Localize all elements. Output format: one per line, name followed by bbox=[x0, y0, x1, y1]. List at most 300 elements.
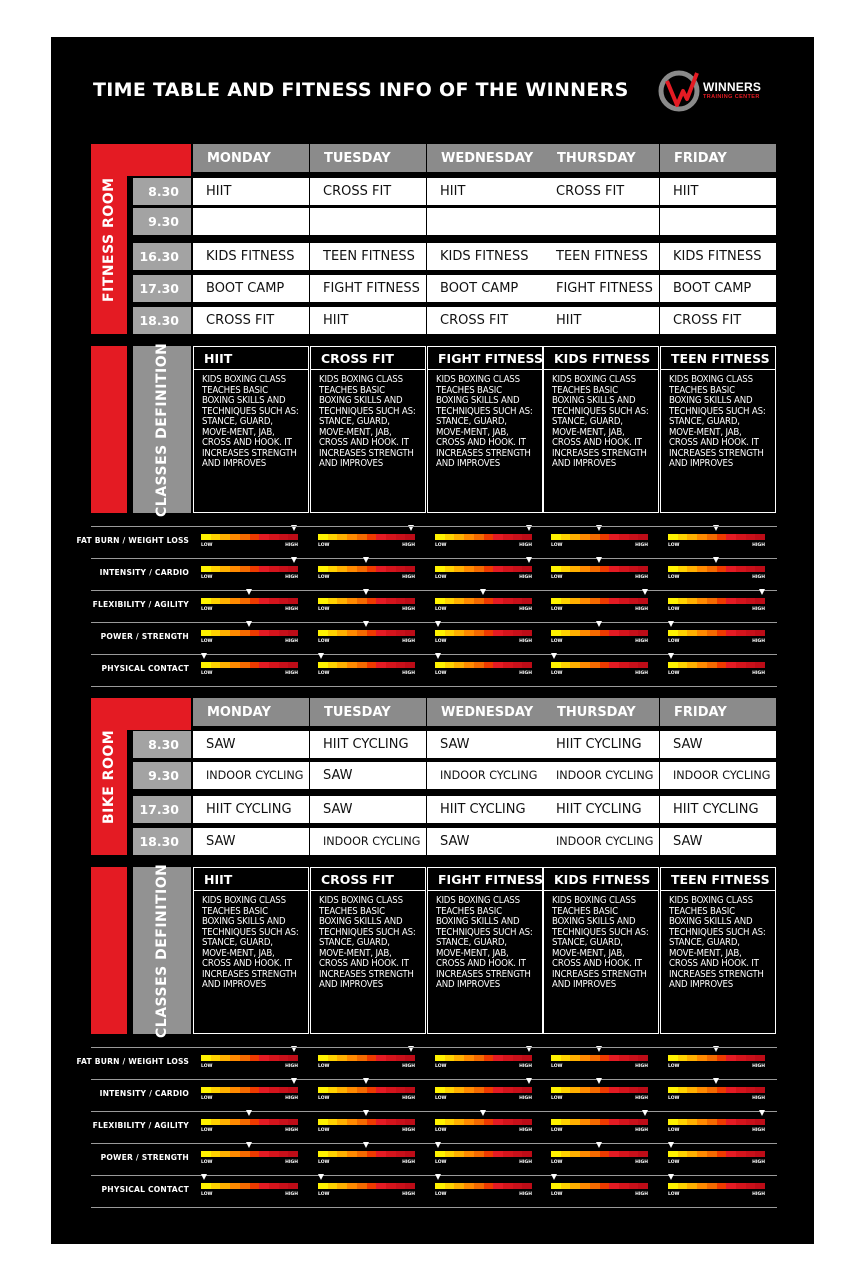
fitness-rating-meter bbox=[201, 630, 298, 644]
meter-segment bbox=[318, 1119, 328, 1125]
meter-segment bbox=[347, 598, 357, 604]
meter-segment bbox=[240, 566, 250, 572]
level-marker-icon bbox=[596, 1078, 602, 1084]
scale-low: LOW bbox=[551, 671, 563, 676]
bike-class-cell[interactable]: HIIT CYCLING bbox=[543, 796, 659, 823]
meter-segment bbox=[201, 534, 211, 540]
meter-segment bbox=[484, 662, 494, 668]
meter-segment bbox=[328, 1055, 338, 1061]
meter-segment bbox=[687, 1151, 697, 1157]
meter-segment bbox=[386, 598, 396, 604]
fitness-class-cell[interactable] bbox=[427, 208, 543, 235]
bike-day-tuesday: TUESDAY bbox=[310, 698, 426, 726]
meter-segment bbox=[405, 662, 415, 668]
meter-segment bbox=[288, 534, 298, 540]
meter-segment bbox=[405, 1087, 415, 1093]
scale-high: HIGH bbox=[752, 1192, 765, 1197]
meter-segment bbox=[736, 630, 746, 636]
bike-class-cell[interactable]: INDOOR CYCLING bbox=[310, 828, 426, 855]
fitness-day-tuesday: TUESDAY bbox=[310, 144, 426, 172]
scale-high: HIGH bbox=[635, 671, 648, 676]
meter-segment bbox=[707, 1151, 717, 1157]
meter-segment bbox=[376, 566, 386, 572]
meter-segment bbox=[230, 534, 240, 540]
fitness-class-cell[interactable]: HIIT bbox=[543, 307, 659, 334]
meter-segment bbox=[230, 598, 240, 604]
scale-low: LOW bbox=[318, 1160, 330, 1165]
meter-segment bbox=[230, 1055, 240, 1061]
meter-segment bbox=[629, 1119, 639, 1125]
meter-segment bbox=[717, 662, 727, 668]
fitness-class-cell[interactable]: BOOT CAMP bbox=[660, 275, 776, 302]
meter-segment bbox=[609, 566, 619, 572]
meter-segment bbox=[522, 1119, 532, 1125]
bike-definition-card bbox=[660, 867, 776, 1034]
level-marker-icon bbox=[642, 1110, 648, 1116]
meter-segment bbox=[240, 1119, 250, 1125]
meter-segment bbox=[328, 534, 338, 540]
scale-low: LOW bbox=[318, 671, 330, 676]
meter-segment bbox=[337, 598, 347, 604]
scale-high: HIGH bbox=[635, 1064, 648, 1069]
fitness-rating-label: FLEXIBILITY / AGILITY bbox=[92, 600, 189, 609]
fitness-class-cell[interactable]: TEEN FITNESS bbox=[310, 243, 426, 270]
fitness-rating-meter bbox=[435, 566, 532, 580]
meter-segment bbox=[288, 1087, 298, 1093]
meter-segment bbox=[211, 566, 221, 572]
meter-segment bbox=[668, 1183, 678, 1189]
meter-segment bbox=[503, 1055, 513, 1061]
bike-class-cell[interactable]: SAW bbox=[660, 828, 776, 855]
meter-segment bbox=[736, 1119, 746, 1125]
meter-segment bbox=[590, 598, 600, 604]
bike-class-cell[interactable]: SAW bbox=[193, 828, 309, 855]
meter-segment bbox=[493, 1055, 503, 1061]
meter-segment bbox=[318, 630, 328, 636]
meter-segment bbox=[347, 1055, 357, 1061]
meter-segment bbox=[551, 1087, 561, 1093]
meter-segment bbox=[629, 1055, 639, 1061]
scale-high: HIGH bbox=[402, 639, 415, 644]
fitness-rating-meter bbox=[318, 598, 415, 612]
meter-segment bbox=[220, 1119, 230, 1125]
fitness-class-cell[interactable] bbox=[543, 208, 659, 235]
bike-definition-card bbox=[543, 867, 659, 1034]
meter-segment bbox=[697, 662, 707, 668]
meter-segment bbox=[318, 662, 328, 668]
scale-high: HIGH bbox=[519, 1096, 532, 1101]
fitness-class-cell[interactable]: TEEN FITNESS bbox=[543, 243, 659, 270]
bike-time-cell: 8.30 bbox=[133, 731, 191, 758]
meter-segment bbox=[279, 598, 289, 604]
meter-segment bbox=[259, 1087, 269, 1093]
scale-high: HIGH bbox=[752, 1096, 765, 1101]
meter-segment bbox=[590, 1183, 600, 1189]
fitness-class-cell[interactable]: CROSS FIT bbox=[427, 307, 543, 334]
meter-segment bbox=[707, 1183, 717, 1189]
meter-segment bbox=[687, 1087, 697, 1093]
meter-segment bbox=[357, 1119, 367, 1125]
meter-segment bbox=[250, 566, 260, 572]
bike-class-cell[interactable]: SAW bbox=[427, 828, 543, 855]
meter-segment bbox=[668, 1151, 678, 1157]
bike-rating-meter bbox=[668, 1151, 765, 1165]
meter-segment bbox=[746, 1087, 756, 1093]
scale-high: HIGH bbox=[285, 543, 298, 548]
meter-segment bbox=[668, 534, 678, 540]
meter-segment bbox=[230, 1151, 240, 1157]
meter-segment bbox=[493, 566, 503, 572]
bike-rating-meter bbox=[668, 1087, 765, 1101]
scale-high: HIGH bbox=[635, 639, 648, 644]
meter-segment bbox=[474, 566, 484, 572]
meter-segment bbox=[357, 1183, 367, 1189]
scale-high: HIGH bbox=[519, 1128, 532, 1133]
meter-segment bbox=[609, 1055, 619, 1061]
definition-title: TEEN FITNESS bbox=[661, 868, 775, 891]
scale-low: LOW bbox=[435, 1128, 447, 1133]
scale-high: HIGH bbox=[635, 1160, 648, 1165]
fitness-day-wednesday: WEDNESDAY bbox=[427, 144, 543, 172]
meter-segment bbox=[484, 1055, 494, 1061]
meter-segment bbox=[707, 1055, 717, 1061]
meter-segment bbox=[736, 1183, 746, 1189]
meter-segment bbox=[357, 566, 367, 572]
fitness-rating-meter bbox=[551, 566, 648, 580]
fitness-time-cell: 8.30 bbox=[133, 178, 191, 205]
fitness-rating-meter bbox=[201, 598, 298, 612]
meter-segment bbox=[726, 662, 736, 668]
scale-low: LOW bbox=[435, 607, 447, 612]
meter-segment bbox=[454, 598, 464, 604]
meter-segment bbox=[250, 630, 260, 636]
meter-segment bbox=[570, 1183, 580, 1189]
fitness-rating-divider bbox=[91, 590, 777, 591]
meter-segment bbox=[201, 566, 211, 572]
meter-segment bbox=[609, 662, 619, 668]
meter-segment bbox=[357, 534, 367, 540]
bike-time-cell: 18.30 bbox=[133, 828, 191, 855]
scale-high: HIGH bbox=[285, 1128, 298, 1133]
meter-segment bbox=[522, 1183, 532, 1189]
meter-segment bbox=[697, 534, 707, 540]
meter-segment bbox=[464, 1151, 474, 1157]
meter-segment bbox=[318, 534, 328, 540]
bike-rating-meter bbox=[201, 1087, 298, 1101]
fitness-class-cell[interactable]: CROSS FIT bbox=[543, 178, 659, 205]
fitness-class-cell[interactable]: BOOT CAMP bbox=[193, 275, 309, 302]
fitness-rating-meter bbox=[668, 662, 765, 676]
meter-segment bbox=[328, 566, 338, 572]
level-marker-icon bbox=[551, 653, 557, 659]
meter-segment bbox=[726, 1119, 736, 1125]
fitness-rating-label: POWER / STRENGTH bbox=[100, 632, 189, 641]
meter-segment bbox=[396, 662, 406, 668]
meter-segment bbox=[396, 566, 406, 572]
fitness-time-cell: 17.30 bbox=[133, 275, 191, 302]
bike-class-cell[interactable]: INDOOR CYCLING bbox=[193, 762, 309, 789]
meter-segment bbox=[250, 1055, 260, 1061]
bike-class-cell[interactable]: INDOOR CYCLING bbox=[427, 762, 543, 789]
meter-segment bbox=[638, 1055, 648, 1061]
bike-definitions-label: CLASSES DEFINITION bbox=[154, 863, 170, 1038]
scale-low: LOW bbox=[668, 1128, 680, 1133]
definition-text: KIDS BOXING CLASS TEACHES BASIC BOXING SKILLS AND TECHNIQUES SUCH AS: STANCE, GUARD, MOVE-MENT, JAB, CROSS AND HOOK. IT INCREASES STRENGTH AND IMPROVES bbox=[552, 895, 649, 990]
fitness-rating-meter bbox=[318, 662, 415, 676]
meter-segment bbox=[435, 1119, 445, 1125]
fitness-class-cell[interactable]: CROSS FIT bbox=[193, 307, 309, 334]
meter-segment bbox=[279, 630, 289, 636]
meter-segment bbox=[347, 1151, 357, 1157]
fitness-class-cell[interactable]: HIIT bbox=[193, 178, 309, 205]
bike-class-cell[interactable]: HIIT CYCLING bbox=[310, 731, 426, 758]
meter-segment bbox=[551, 1183, 561, 1189]
fitness-class-cell[interactable]: KIDS FITNESS bbox=[427, 243, 543, 270]
bike-class-cell[interactable]: SAW bbox=[310, 762, 426, 789]
meter-segment bbox=[600, 630, 610, 636]
scale-high: HIGH bbox=[285, 639, 298, 644]
meter-segment bbox=[561, 598, 571, 604]
meter-segment bbox=[347, 534, 357, 540]
bike-class-cell[interactable]: INDOOR CYCLING bbox=[543, 828, 659, 855]
level-marker-icon bbox=[363, 1110, 369, 1116]
bike-rating-meter bbox=[201, 1183, 298, 1197]
meter-segment bbox=[376, 534, 386, 540]
meter-segment bbox=[755, 1183, 765, 1189]
scale-low: LOW bbox=[668, 1064, 680, 1069]
bike-rating-meter bbox=[551, 1055, 648, 1069]
scale-high: HIGH bbox=[285, 1096, 298, 1101]
scale-high: HIGH bbox=[635, 575, 648, 580]
meter-segment bbox=[464, 630, 474, 636]
meter-segment bbox=[609, 1087, 619, 1093]
scale-high: HIGH bbox=[402, 575, 415, 580]
fitness-class-cell[interactable] bbox=[660, 208, 776, 235]
meter-segment bbox=[513, 1087, 523, 1093]
fitness-rating-top-divider bbox=[91, 526, 777, 527]
fitness-class-cell[interactable]: KIDS FITNESS bbox=[660, 243, 776, 270]
meter-segment bbox=[347, 566, 357, 572]
meter-segment bbox=[580, 1151, 590, 1157]
meter-segment bbox=[386, 1055, 396, 1061]
meter-segment bbox=[328, 1119, 338, 1125]
fitness-class-cell[interactable]: FIGHT FITNESS bbox=[310, 275, 426, 302]
fitness-rating-divider bbox=[91, 686, 777, 687]
fitness-class-cell[interactable]: HIIT bbox=[427, 178, 543, 205]
meter-segment bbox=[503, 630, 513, 636]
bike-rating-meter bbox=[668, 1119, 765, 1133]
bike-class-cell[interactable]: SAW bbox=[193, 731, 309, 758]
meter-segment bbox=[600, 534, 610, 540]
fitness-definition-card bbox=[427, 346, 543, 513]
meter-segment bbox=[435, 1183, 445, 1189]
bike-class-cell[interactable]: INDOOR CYCLING bbox=[543, 762, 659, 789]
meter-segment bbox=[726, 566, 736, 572]
meter-segment bbox=[746, 598, 756, 604]
scale-low: LOW bbox=[551, 607, 563, 612]
meter-segment bbox=[484, 598, 494, 604]
meter-segment bbox=[503, 662, 513, 668]
meter-segment bbox=[396, 1151, 406, 1157]
meter-segment bbox=[570, 566, 580, 572]
scale-high: HIGH bbox=[519, 1192, 532, 1197]
meter-segment bbox=[513, 1119, 523, 1125]
meter-segment bbox=[503, 1151, 513, 1157]
level-marker-icon bbox=[435, 653, 441, 659]
meter-segment bbox=[211, 662, 221, 668]
meter-segment bbox=[580, 598, 590, 604]
winners-logo-icon bbox=[657, 69, 701, 113]
meter-segment bbox=[386, 566, 396, 572]
bike-class-cell[interactable]: INDOOR CYCLING bbox=[660, 762, 776, 789]
meter-segment bbox=[269, 1087, 279, 1093]
meter-segment bbox=[240, 1055, 250, 1061]
fitness-class-cell[interactable] bbox=[193, 208, 309, 235]
page-title: TIME TABLE AND FITNESS INFO OF THE WINNERS bbox=[93, 79, 629, 101]
meter-segment bbox=[337, 662, 347, 668]
meter-segment bbox=[629, 630, 639, 636]
meter-segment bbox=[230, 566, 240, 572]
bike-class-cell[interactable]: HIIT CYCLING bbox=[427, 796, 543, 823]
scale-low: LOW bbox=[201, 1128, 213, 1133]
meter-segment bbox=[376, 1119, 386, 1125]
meter-segment bbox=[201, 1151, 211, 1157]
scale-low: LOW bbox=[668, 607, 680, 612]
scale-high: HIGH bbox=[402, 1128, 415, 1133]
bike-class-cell[interactable]: SAW bbox=[427, 731, 543, 758]
meter-segment bbox=[405, 1119, 415, 1125]
level-marker-icon bbox=[435, 621, 441, 627]
scale-low: LOW bbox=[318, 543, 330, 548]
meter-segment bbox=[619, 630, 629, 636]
fitness-class-cell[interactable]: CROSS FIT bbox=[660, 307, 776, 334]
scale-low: LOW bbox=[201, 607, 213, 612]
meter-segment bbox=[435, 534, 445, 540]
meter-segment bbox=[493, 662, 503, 668]
scale-high: HIGH bbox=[402, 1192, 415, 1197]
meter-segment bbox=[746, 1151, 756, 1157]
meter-segment bbox=[347, 1183, 357, 1189]
meter-segment bbox=[551, 1119, 561, 1125]
scale-high: HIGH bbox=[635, 1128, 648, 1133]
meter-segment bbox=[240, 598, 250, 604]
meter-segment bbox=[697, 1055, 707, 1061]
meter-segment bbox=[522, 534, 532, 540]
meter-segment bbox=[454, 1055, 464, 1061]
meter-segment bbox=[561, 662, 571, 668]
meter-segment bbox=[561, 630, 571, 636]
meter-segment bbox=[240, 534, 250, 540]
meter-segment bbox=[580, 630, 590, 636]
fitness-definition-card bbox=[310, 346, 426, 513]
meter-segment bbox=[668, 598, 678, 604]
scale-high: HIGH bbox=[519, 1160, 532, 1165]
meter-segment bbox=[638, 1119, 648, 1125]
scale-high: HIGH bbox=[635, 1192, 648, 1197]
scale-low: LOW bbox=[318, 575, 330, 580]
bike-class-cell[interactable]: HIIT CYCLING bbox=[193, 796, 309, 823]
bike-class-cell[interactable]: SAW bbox=[660, 731, 776, 758]
level-marker-icon bbox=[246, 1110, 252, 1116]
meter-segment bbox=[707, 566, 717, 572]
meter-segment bbox=[746, 630, 756, 636]
meter-segment bbox=[337, 534, 347, 540]
bike-class-cell[interactable]: HIIT CYCLING bbox=[543, 731, 659, 758]
scale-high: HIGH bbox=[519, 1064, 532, 1069]
bike-class-cell[interactable]: SAW bbox=[310, 796, 426, 823]
meter-segment bbox=[678, 1151, 688, 1157]
fitness-rating-meter bbox=[551, 630, 648, 644]
fitness-rating-meter bbox=[201, 662, 298, 676]
fitness-class-cell[interactable]: CROSS FIT bbox=[310, 178, 426, 205]
fitness-class-cell[interactable] bbox=[310, 208, 426, 235]
meter-segment bbox=[561, 566, 571, 572]
meter-segment bbox=[259, 598, 269, 604]
fitness-class-cell[interactable]: FIGHT FITNESS bbox=[543, 275, 659, 302]
meter-segment bbox=[259, 1151, 269, 1157]
bike-rating-label: INTENSITY / CARDIO bbox=[99, 1089, 189, 1098]
scale-low: LOW bbox=[201, 543, 213, 548]
scale-low: LOW bbox=[668, 1160, 680, 1165]
level-marker-icon bbox=[526, 557, 532, 563]
meter-segment bbox=[484, 534, 494, 540]
meter-segment bbox=[629, 1151, 639, 1157]
bike-class-cell[interactable]: HIIT CYCLING bbox=[660, 796, 776, 823]
bike-rating-meter bbox=[318, 1119, 415, 1133]
logo-subtitle: TRAINING CENTER bbox=[703, 94, 760, 100]
bike-definition-red-bar bbox=[91, 867, 127, 1034]
level-marker-icon bbox=[363, 557, 369, 563]
scale-low: LOW bbox=[551, 543, 563, 548]
level-marker-icon bbox=[526, 1078, 532, 1084]
meter-segment bbox=[288, 1055, 298, 1061]
level-marker-icon bbox=[642, 589, 648, 595]
meter-segment bbox=[697, 1087, 707, 1093]
meter-segment bbox=[717, 598, 727, 604]
scale-low: LOW bbox=[551, 1128, 563, 1133]
meter-segment bbox=[250, 1151, 260, 1157]
meter-segment bbox=[629, 1087, 639, 1093]
meter-segment bbox=[328, 1183, 338, 1189]
fitness-class-cell[interactable]: KIDS FITNESS bbox=[193, 243, 309, 270]
meter-segment bbox=[687, 1119, 697, 1125]
meter-segment bbox=[445, 1055, 455, 1061]
meter-segment bbox=[717, 566, 727, 572]
meter-segment bbox=[580, 1055, 590, 1061]
poster bbox=[51, 37, 814, 1244]
meter-segment bbox=[697, 1183, 707, 1189]
bike-rating-divider bbox=[91, 1111, 777, 1112]
scale-low: LOW bbox=[668, 1192, 680, 1197]
meter-segment bbox=[638, 630, 648, 636]
meter-segment bbox=[211, 598, 221, 604]
fitness-class-cell[interactable]: BOOT CAMP bbox=[427, 275, 543, 302]
meter-segment bbox=[367, 662, 377, 668]
meter-segment bbox=[726, 1151, 736, 1157]
fitness-class-cell[interactable]: HIIT bbox=[310, 307, 426, 334]
definition-title: CROSS FIT bbox=[311, 347, 425, 370]
fitness-rating-divider bbox=[91, 558, 777, 559]
meter-segment bbox=[454, 1183, 464, 1189]
meter-segment bbox=[357, 630, 367, 636]
meter-segment bbox=[367, 1055, 377, 1061]
meter-segment bbox=[600, 1183, 610, 1189]
meter-segment bbox=[746, 1055, 756, 1061]
meter-segment bbox=[513, 566, 523, 572]
meter-segment bbox=[357, 1151, 367, 1157]
fitness-class-cell[interactable]: HIIT bbox=[660, 178, 776, 205]
meter-segment bbox=[600, 1055, 610, 1061]
